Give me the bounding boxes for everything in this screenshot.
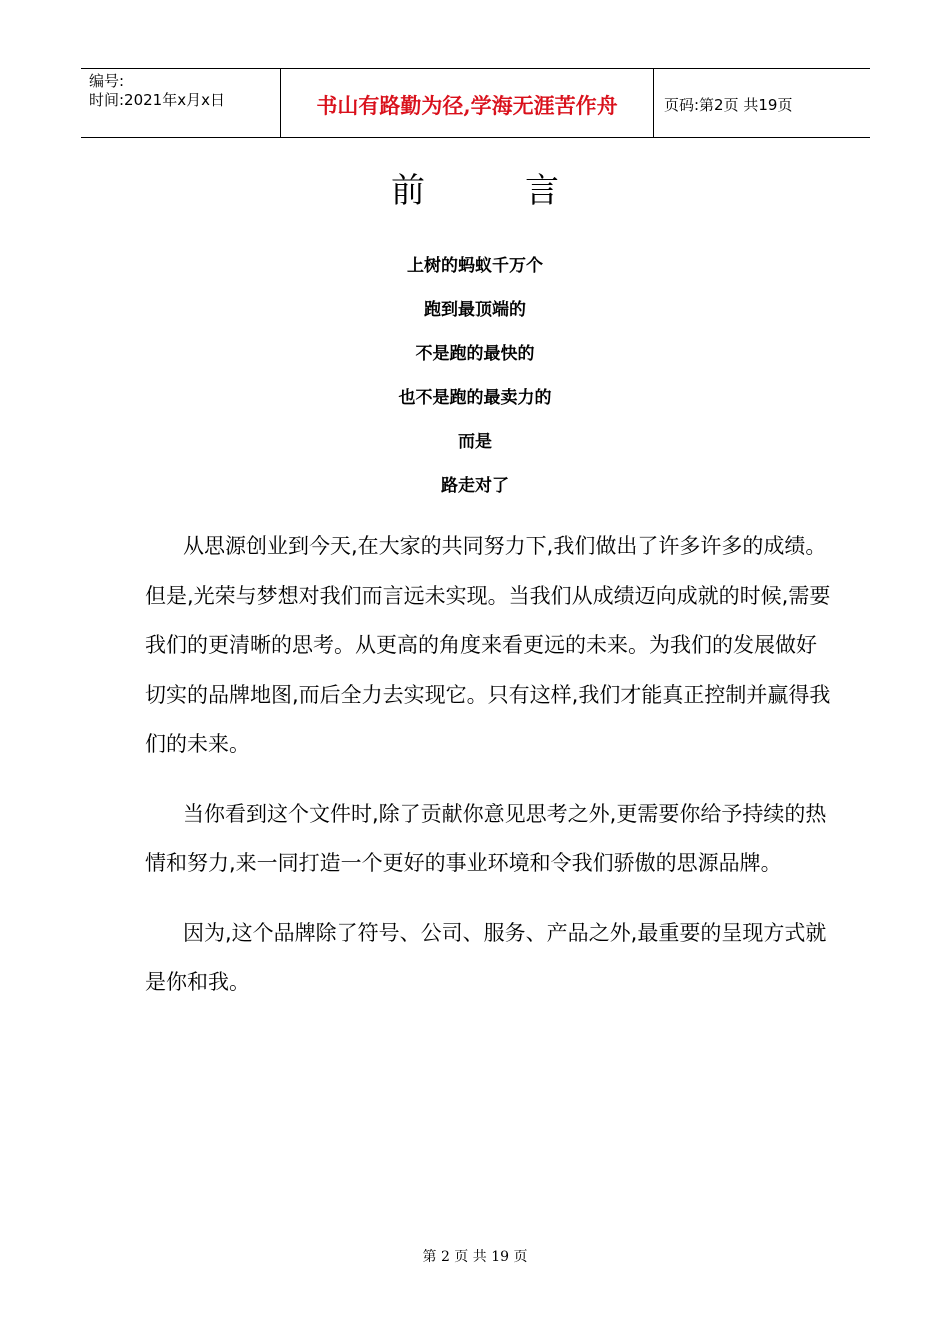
paragraph: 从思源创业到今天,在大家的共同努力下,我们做出了许多许多的成绩。但是,光荣与梦想对我们而言远未实现。当我们从成绩迈向成就的时候,需要我们的更清晰的思考。从更高的角度来看更远的未来。为我们的发展做好切实的品牌地图,而后全力去实现它。只有这样,我们才能真正控制并赢得我们的未来。 [145, 534, 831, 756]
paragraph: 因为,这个品牌除了符号、公司、服务、产品之外,最重要的呈现方式就是你和我。 [145, 920, 827, 994]
poem [0, 250, 950, 514]
body-text [145, 522, 835, 1008]
poem-line: 上树的蚂蚁千万个 [407, 256, 543, 276]
poem-line: 而是 [458, 432, 492, 452]
time-label: 时间:2021年x月x日 [89, 91, 225, 109]
header-motto: 书山有路勤为径,学海无涯苦作舟 [281, 69, 654, 137]
page-footer: 第 2 页 共 19 页 [422, 1249, 528, 1265]
serial-label: 编号: [89, 72, 125, 90]
header-page-info: 页码:第2页 共19页 [664, 95, 793, 114]
poem-line: 不是跑的最快的 [415, 344, 535, 364]
poem-line: 也不是跑的最卖力的 [398, 388, 552, 408]
document-header [81, 68, 870, 138]
paragraph: 当你看到这个文件时,除了贡献你意见思考之外,更需要你给予持续的热情和努力,来一同打造一个更好的事业环境和令我们骄傲的思源品牌。 [145, 801, 827, 875]
header-meta [81, 69, 281, 137]
poem-line: 路走对了 [441, 476, 509, 496]
page-title: 前言 [391, 171, 659, 211]
poem-line: 跑到最顶端的 [424, 300, 526, 320]
